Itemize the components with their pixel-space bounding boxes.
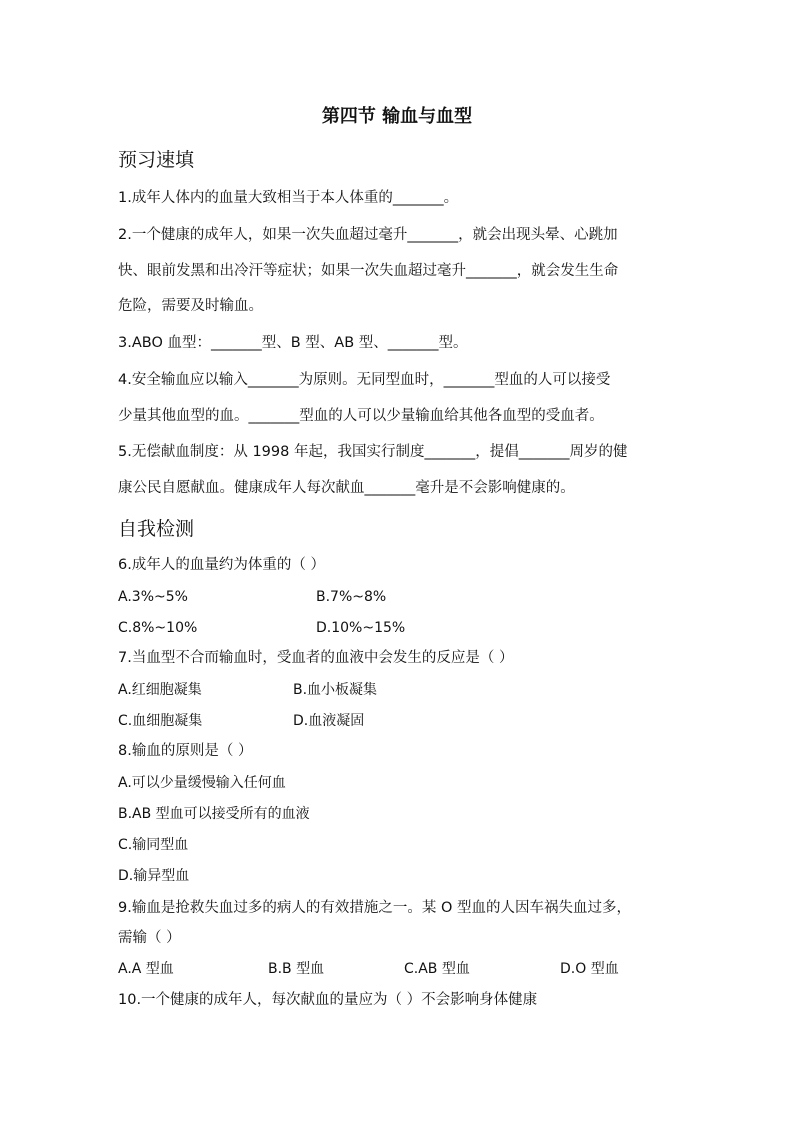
question-4-line-1: 4.安全输血应以输入_______为原则。无同型血时，_______型血的人可以接受 — [118, 372, 611, 388]
question-8-option-a: A.可以少量缓慢输入任何血 — [118, 775, 286, 791]
question-7-option-c: C.血细胞凝集 — [118, 713, 203, 729]
question-6-option-c: C.8%~10% — [118, 620, 198, 636]
question-3: 3.ABO 血型：_______型、B 型、AB 型、_______型。 — [118, 335, 468, 351]
question-5-line-2: 康公民自愿献血。健康成年人每次献血_______毫升是不会影响健康的。 — [118, 480, 575, 496]
question-9-option-c: C.AB 型血 — [404, 961, 470, 977]
question-9-option-a: A.A 型血 — [118, 961, 174, 977]
question-8-option-b: B.AB 型血可以接受所有的血液 — [118, 806, 310, 822]
question-8-option-d: D.输异型血 — [118, 868, 190, 884]
question-8-stem: 8.输血的原则是（ ） — [118, 743, 253, 759]
question-6-stem: 6.成年人的血量约为体重的（ ） — [118, 557, 325, 573]
question-2-line-2: 快、眼前发黑和出冷汗等症状；如果一次失血超过毫升_______，就会发生生命 — [118, 263, 619, 279]
question-5-line-1: 5.无偿献血制度：从 1998 年起，我国实行制度_______，提倡_______周岁的健 — [118, 444, 628, 460]
question-7-option-d: D.血液凝固 — [293, 713, 365, 729]
question-1: 1.成年人体内的血量大致相当于本人体重的_______。 — [118, 190, 459, 206]
question-2-line-1: 2.一个健康的成年人，如果一次失血超过毫升_______，就会出现头晕、心跳加 — [118, 227, 618, 243]
section-heading-preview: 预习速填 — [118, 149, 195, 171]
question-7-option-b: B.血小板凝集 — [293, 682, 378, 698]
question-9-stem-line-1: 9.输血是抢救失血过多的病人的有效措施之一。某 O 型血的人因车祸失血过多， — [118, 900, 631, 916]
question-9-option-d: D.O 型血 — [560, 961, 619, 977]
page-title: 第四节 输血与血型 — [321, 106, 473, 127]
question-2-line-3: 危险，需要及时输血。 — [118, 298, 263, 314]
question-6-option-d: D.10%~15% — [316, 620, 406, 636]
section-heading-selfcheck: 自我检测 — [118, 518, 195, 540]
question-9-stem-line-2: 需输（ ） — [118, 930, 181, 946]
question-6-option-b: B.7%~8% — [316, 589, 387, 605]
question-7-option-a: A.红细胞凝集 — [118, 682, 202, 698]
question-10-stem: 10.一个健康的成年人，每次献血的量应为（ ）不会影响身体健康 — [118, 992, 538, 1008]
question-6-option-a: A.3%~5% — [118, 589, 188, 605]
question-9-option-b: B.B 型血 — [268, 961, 325, 977]
question-7-stem: 7.当血型不合而输血时，受血者的血液中会发生的反应是（ ） — [118, 650, 514, 666]
question-4-line-2: 少量其他血型的血。_______型血的人可以少量输血给其他各血型的受血者。 — [118, 408, 604, 424]
question-8-option-c: C.输同型血 — [118, 837, 189, 853]
